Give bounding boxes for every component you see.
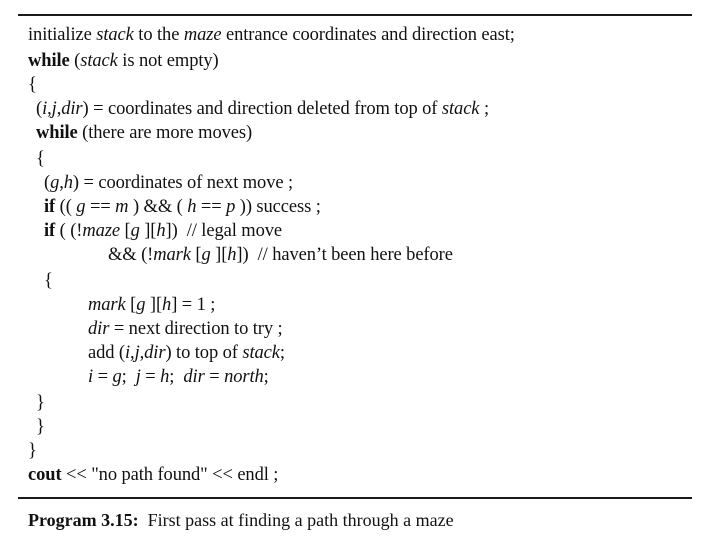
code-line: i = g; j = h; dir = north; (88, 367, 269, 387)
code-line: initialize stack to the maze entrance coordinates and direction east; (28, 25, 515, 45)
program-caption (28, 509, 454, 531)
code-line: { (44, 271, 53, 291)
code-line: } (28, 441, 37, 461)
code-line: cout << "no path found" << endl ; (28, 465, 279, 485)
code-line: { (28, 75, 37, 95)
code-line: (i,j,dir) = coordinates and direction deleted from top of stack ; (36, 99, 489, 119)
code-line: if (( g == m ) && ( h == p )) success ; (44, 197, 321, 217)
code-line: && (!mark [g ][h]) // haven’t been here before (108, 245, 453, 265)
code-line: add (i,j,dir) to top of stack; (88, 343, 285, 363)
code-line: } (36, 417, 45, 437)
code-line: dir = next direction to try ; (88, 319, 283, 339)
caption-label: Program 3.15: (28, 510, 139, 530)
code-line: while (stack is not empty) (28, 51, 219, 71)
code-line: while (there are more moves) (36, 123, 253, 143)
code-line: if ( (!maze [g ][h]) // legal move (44, 221, 282, 241)
code-line: } (36, 393, 45, 413)
code-line: (g,h) = coordinates of next move ; (44, 173, 294, 193)
code-line: mark [g ][h] = 1 ; (88, 295, 216, 315)
code-line: { (36, 149, 45, 169)
top-rule (18, 14, 692, 16)
caption-text: First pass at finding a path through a maze (138, 510, 454, 530)
bottom-rule (18, 497, 692, 499)
